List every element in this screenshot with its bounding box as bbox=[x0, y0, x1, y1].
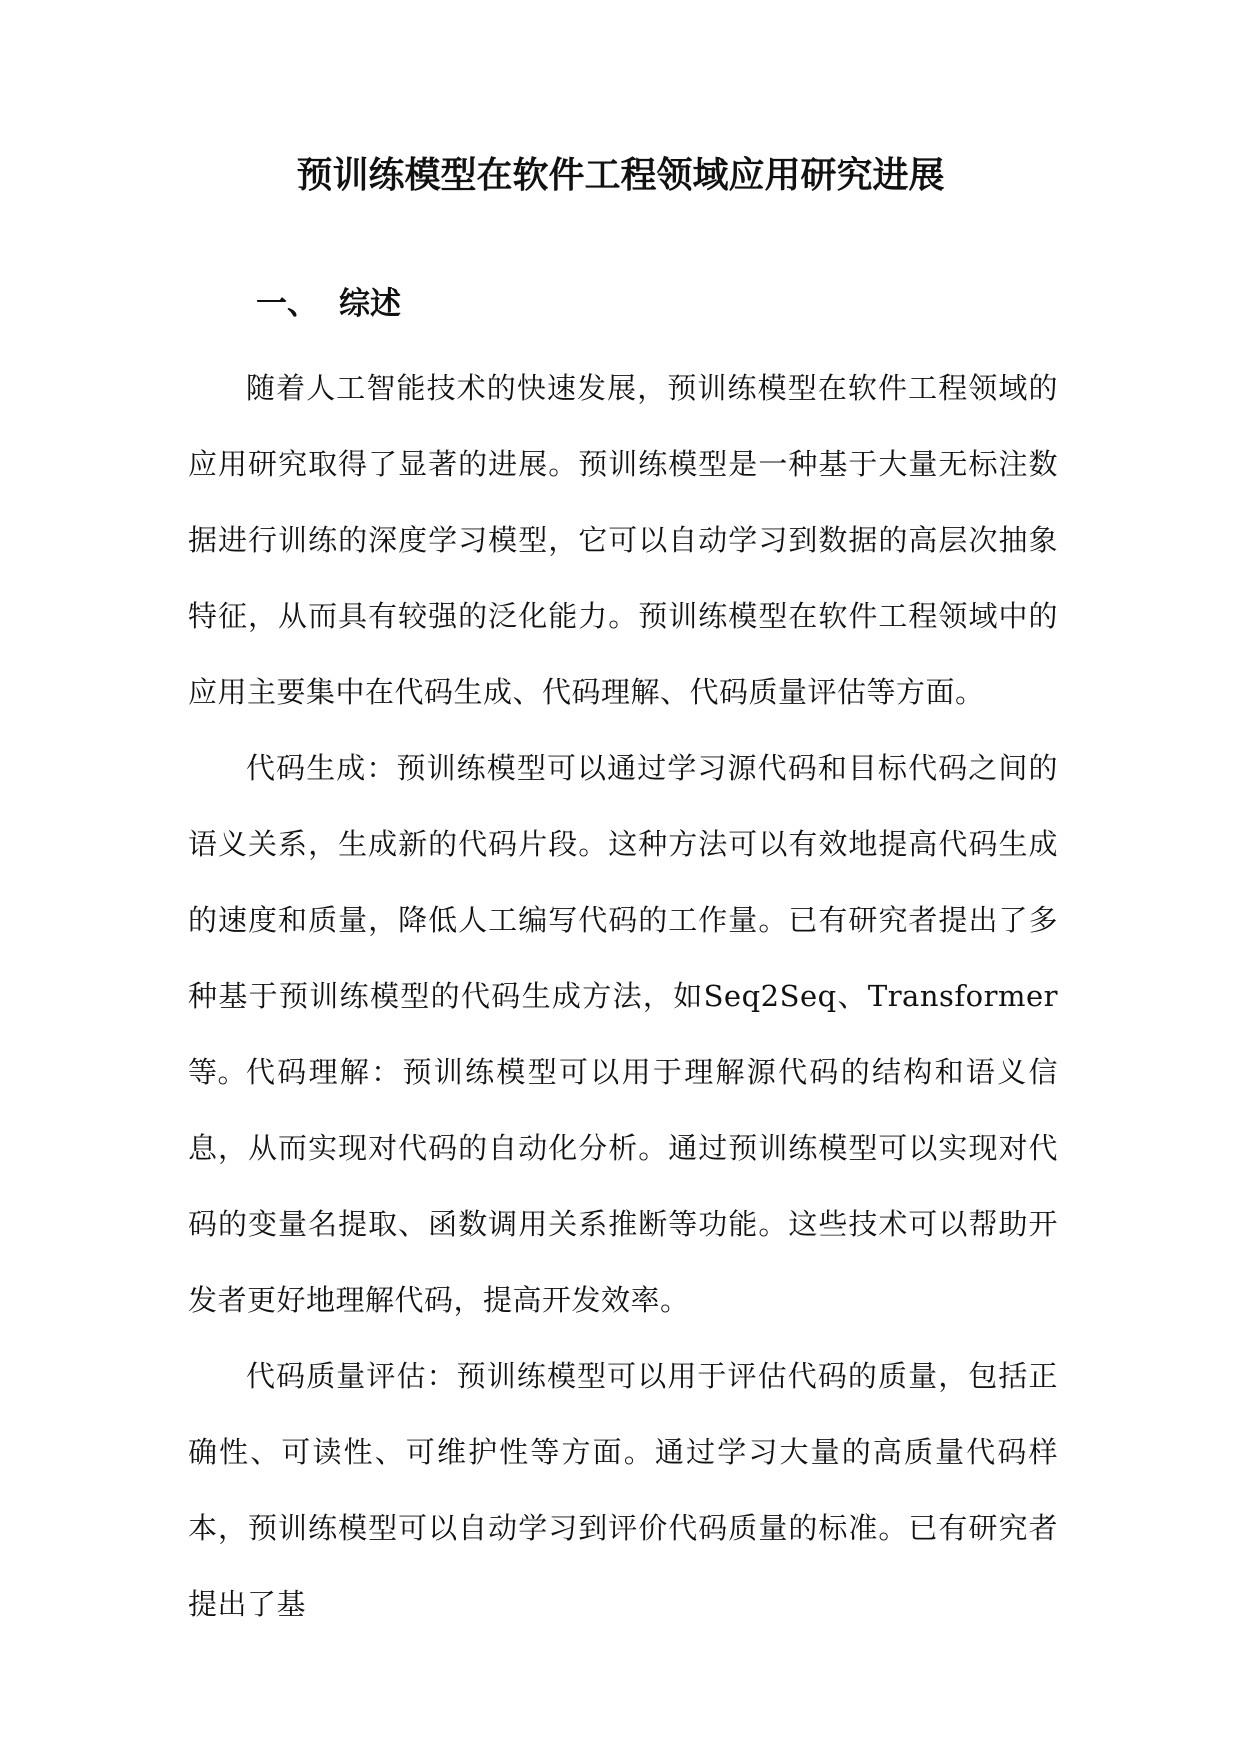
paragraph-code-generation: 代码生成：预训练模型可以通过学习源代码和目标代码之间的语义关系，生成新的代码片段。这种方法可以有效地提高代码生成的速度和质量，降低人工编写代码的工作量。已有研究者提出了多种基于预训练模型的代码生成方法，如Seq2Seq、Transformer等。 bbox=[188, 751, 1058, 1089]
paragraph-code-quality-evaluation: 代码质量评估：预训练模型可以用于评估代码的质量，包括正确性、可读性、可维护性等方面。通过学习大量的高质量代码样本，预训练模型可以自动学习到评价代码质量的标准。已有研究者提出了基 bbox=[188, 1359, 1058, 1621]
document-title: 预训练模型在软件工程领域应用研究进展 bbox=[296, 155, 945, 196]
section-heading-text: 综述 bbox=[339, 286, 401, 322]
section-heading bbox=[256, 282, 401, 326]
section-number: 一、 bbox=[256, 286, 318, 322]
paragraph-code-understanding: 代码理解：预训练模型可以用于理解源代码的结构和语义信息，从而实现对代码的自动化分析。通过预训练模型可以实现对代码的变量名提取、函数调用关系推断等功能。这些技术可以帮助开发者更好地理解代码，提高开发效率。 bbox=[188, 1055, 1058, 1317]
paragraph-overview: 随着人工智能技术的快速发展，预训练模型在软件工程领域的应用研究取得了显著的进展。预训练模型是一种基于大量无标注数据进行训练的深度学习模型，它可以自动学习到数据的高层次抽象特征，从而具有较强的泛化能力。预训练模型在软件工程领域中的应用主要集中在代码生成、代码理解、代码质量评估等方面。 bbox=[188, 371, 1058, 709]
